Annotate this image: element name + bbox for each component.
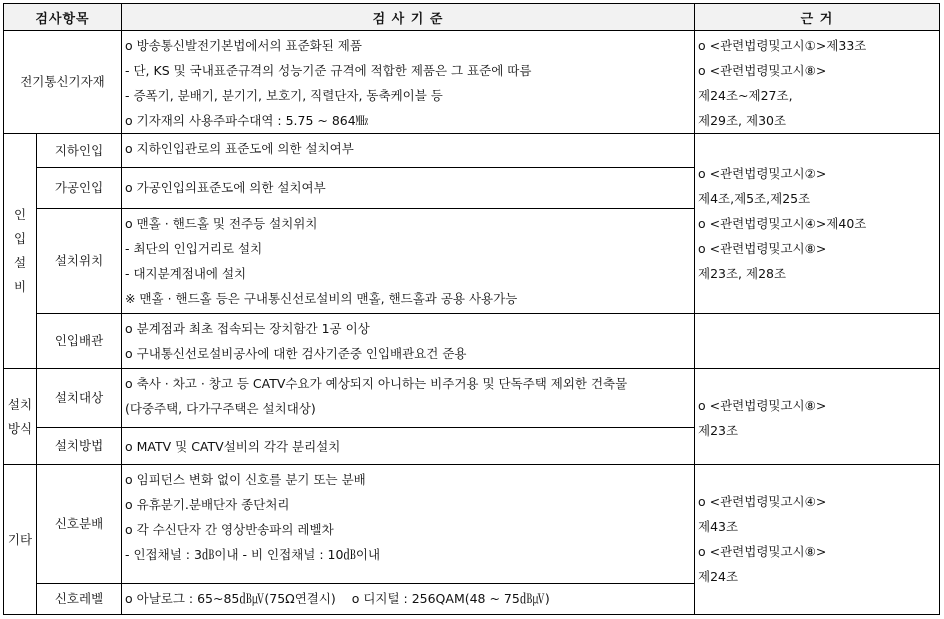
basis-line: 제29조, 제30조 [698, 113, 787, 128]
basis-line: o <관련법령및고시②> [698, 166, 827, 181]
standard-line: o MATV 및 CATV설비의 각각 분리설치 [125, 439, 341, 454]
basis-line: 제23조 [698, 423, 739, 438]
basis-line: o <관련법령및고시⑧> [698, 63, 827, 78]
item-signal-distribution: 신호분배 [36, 464, 122, 584]
standard-line: o 지하인입관로의 표준도에 의한 설치여부 [125, 141, 354, 156]
item-etc: 기타 [3, 464, 37, 615]
basis-line: 제43조 [698, 519, 739, 534]
standard-line: o 각 수신단자 간 영상반송파의 레벨차 [125, 522, 334, 537]
item-install-target: 설치대상 [36, 368, 122, 428]
basis-line: o <관련법령및고시④> [698, 494, 827, 509]
basis-line: 제24조~제27조, [698, 88, 793, 103]
standard-line: o 유휴분기.분배단자 종단처리 [125, 497, 290, 512]
inlet-label-char: 설 [13, 255, 27, 270]
standard-line: - 최단의 인입거리로 설치 [125, 241, 263, 256]
equipment-standard [121, 30, 695, 134]
standard-line: ※ 맨홀 · 핸드홀 등은 구내통신선로설비의 맨홀, 핸드홀과 공용 사용가능 [125, 291, 518, 306]
basis-line: o <관련법령및고시⑧> [698, 398, 827, 413]
basis-line: 제24조 [698, 569, 739, 584]
item-underground-inlet: 지하인입 [36, 133, 122, 168]
standard-line: o 기자재의 사용주파수대역 : 5.75 ~ 864㎒ [125, 113, 369, 128]
equipment-basis [694, 30, 940, 134]
standard-line: - 대지분계점내에 설치 [125, 266, 247, 281]
item-telecom-equipment: 전기통신기자재 [3, 30, 122, 134]
etc-basis [694, 464, 940, 615]
standard-line: o 축사 · 차고 · 창고 등 CATV수요가 예상되지 아니하는 비주거용 및 단독주택 제외한 건축물 [125, 376, 628, 391]
standard-line: o 방송통신발전기본법에서의 표준화된 제품 [125, 38, 362, 53]
item-aerial-inlet: 가공인입 [36, 167, 122, 209]
header-inspection-standard: 검 사 기 준 [121, 3, 695, 31]
basis-line: 제23조, 제28조 [698, 266, 787, 281]
basis-line: o <관련법령및고시⑧> [698, 241, 827, 256]
inlet-label-char: 인 [13, 207, 27, 222]
item-inlet-piping: 인입배관 [36, 313, 122, 369]
standard-line: o 가공인입의표준도에 의한 설치여부 [125, 180, 326, 195]
item-install-method-detail: 설치방법 [36, 427, 122, 465]
standard-line: o 아날로그 : 65~85㏈㎶(75Ω연결시) o 디지털 : 256QAM(48 ~ 75㏈㎶) [125, 591, 550, 606]
inspection-standards-table [3, 3, 940, 615]
install-location-standard [121, 208, 695, 314]
inlet-piping-basis-empty [694, 313, 940, 369]
signal-level-standard [121, 583, 695, 615]
underground-inlet-standard [121, 133, 695, 168]
standard-line: - 단, KS 및 국내표준규격의 성능기준 규격에 적합한 제품은 그 표준에 따름 [125, 63, 532, 78]
header-legal-basis: 근 거 [694, 3, 940, 31]
basis-line: o <관련법령및고시④>제40조 [698, 216, 867, 231]
item-signal-level: 신호레벨 [36, 583, 122, 615]
method-label-char: 방식 [7, 420, 33, 436]
header-inspection-item: 검사항목 [3, 3, 122, 31]
standard-line: - 인접채널 : 3㏈이내 - 비 인접채널 : 10㏈이내 [125, 547, 381, 562]
install-method-basis [694, 368, 940, 465]
basis-line: 제4조,제5조,제25조 [698, 191, 811, 206]
standard-line: (다중주택, 다가구주택은 설치대상) [125, 401, 316, 416]
basis-line: o <관련법령및고시⑧> [698, 544, 827, 559]
install-target-standard [121, 368, 695, 428]
inlet-piping-standard [121, 313, 695, 369]
item-install-method [3, 368, 37, 465]
standard-line: o 분계점과 최초 접속되는 장치함간 1공 이상 [125, 321, 370, 336]
signal-distribution-standard [121, 464, 695, 584]
inlet-label-char: 비 [13, 279, 27, 294]
basis-line: o <관련법령및고시①>제33조 [698, 38, 867, 53]
item-install-location: 설치위치 [36, 208, 122, 314]
inlet-label-char: 입 [13, 231, 27, 246]
aerial-inlet-standard [121, 167, 695, 209]
standard-line: o 맨홀 · 핸드홀 및 전주등 설치위치 [125, 216, 318, 231]
item-inlet-facility [3, 133, 37, 369]
install-method-standard [121, 427, 695, 465]
inlet-basis [694, 133, 940, 314]
standard-line: o 임피던스 변화 없이 신호를 분기 또는 분배 [125, 472, 366, 487]
standard-line: o 구내통신선로설비공사에 대한 검사기준중 인입배관요건 준용 [125, 346, 467, 361]
standard-line: - 증폭기, 분배기, 분기기, 보호기, 직렬단자, 동축케이블 등 [125, 88, 443, 103]
method-label-char: 설치 [7, 396, 33, 412]
